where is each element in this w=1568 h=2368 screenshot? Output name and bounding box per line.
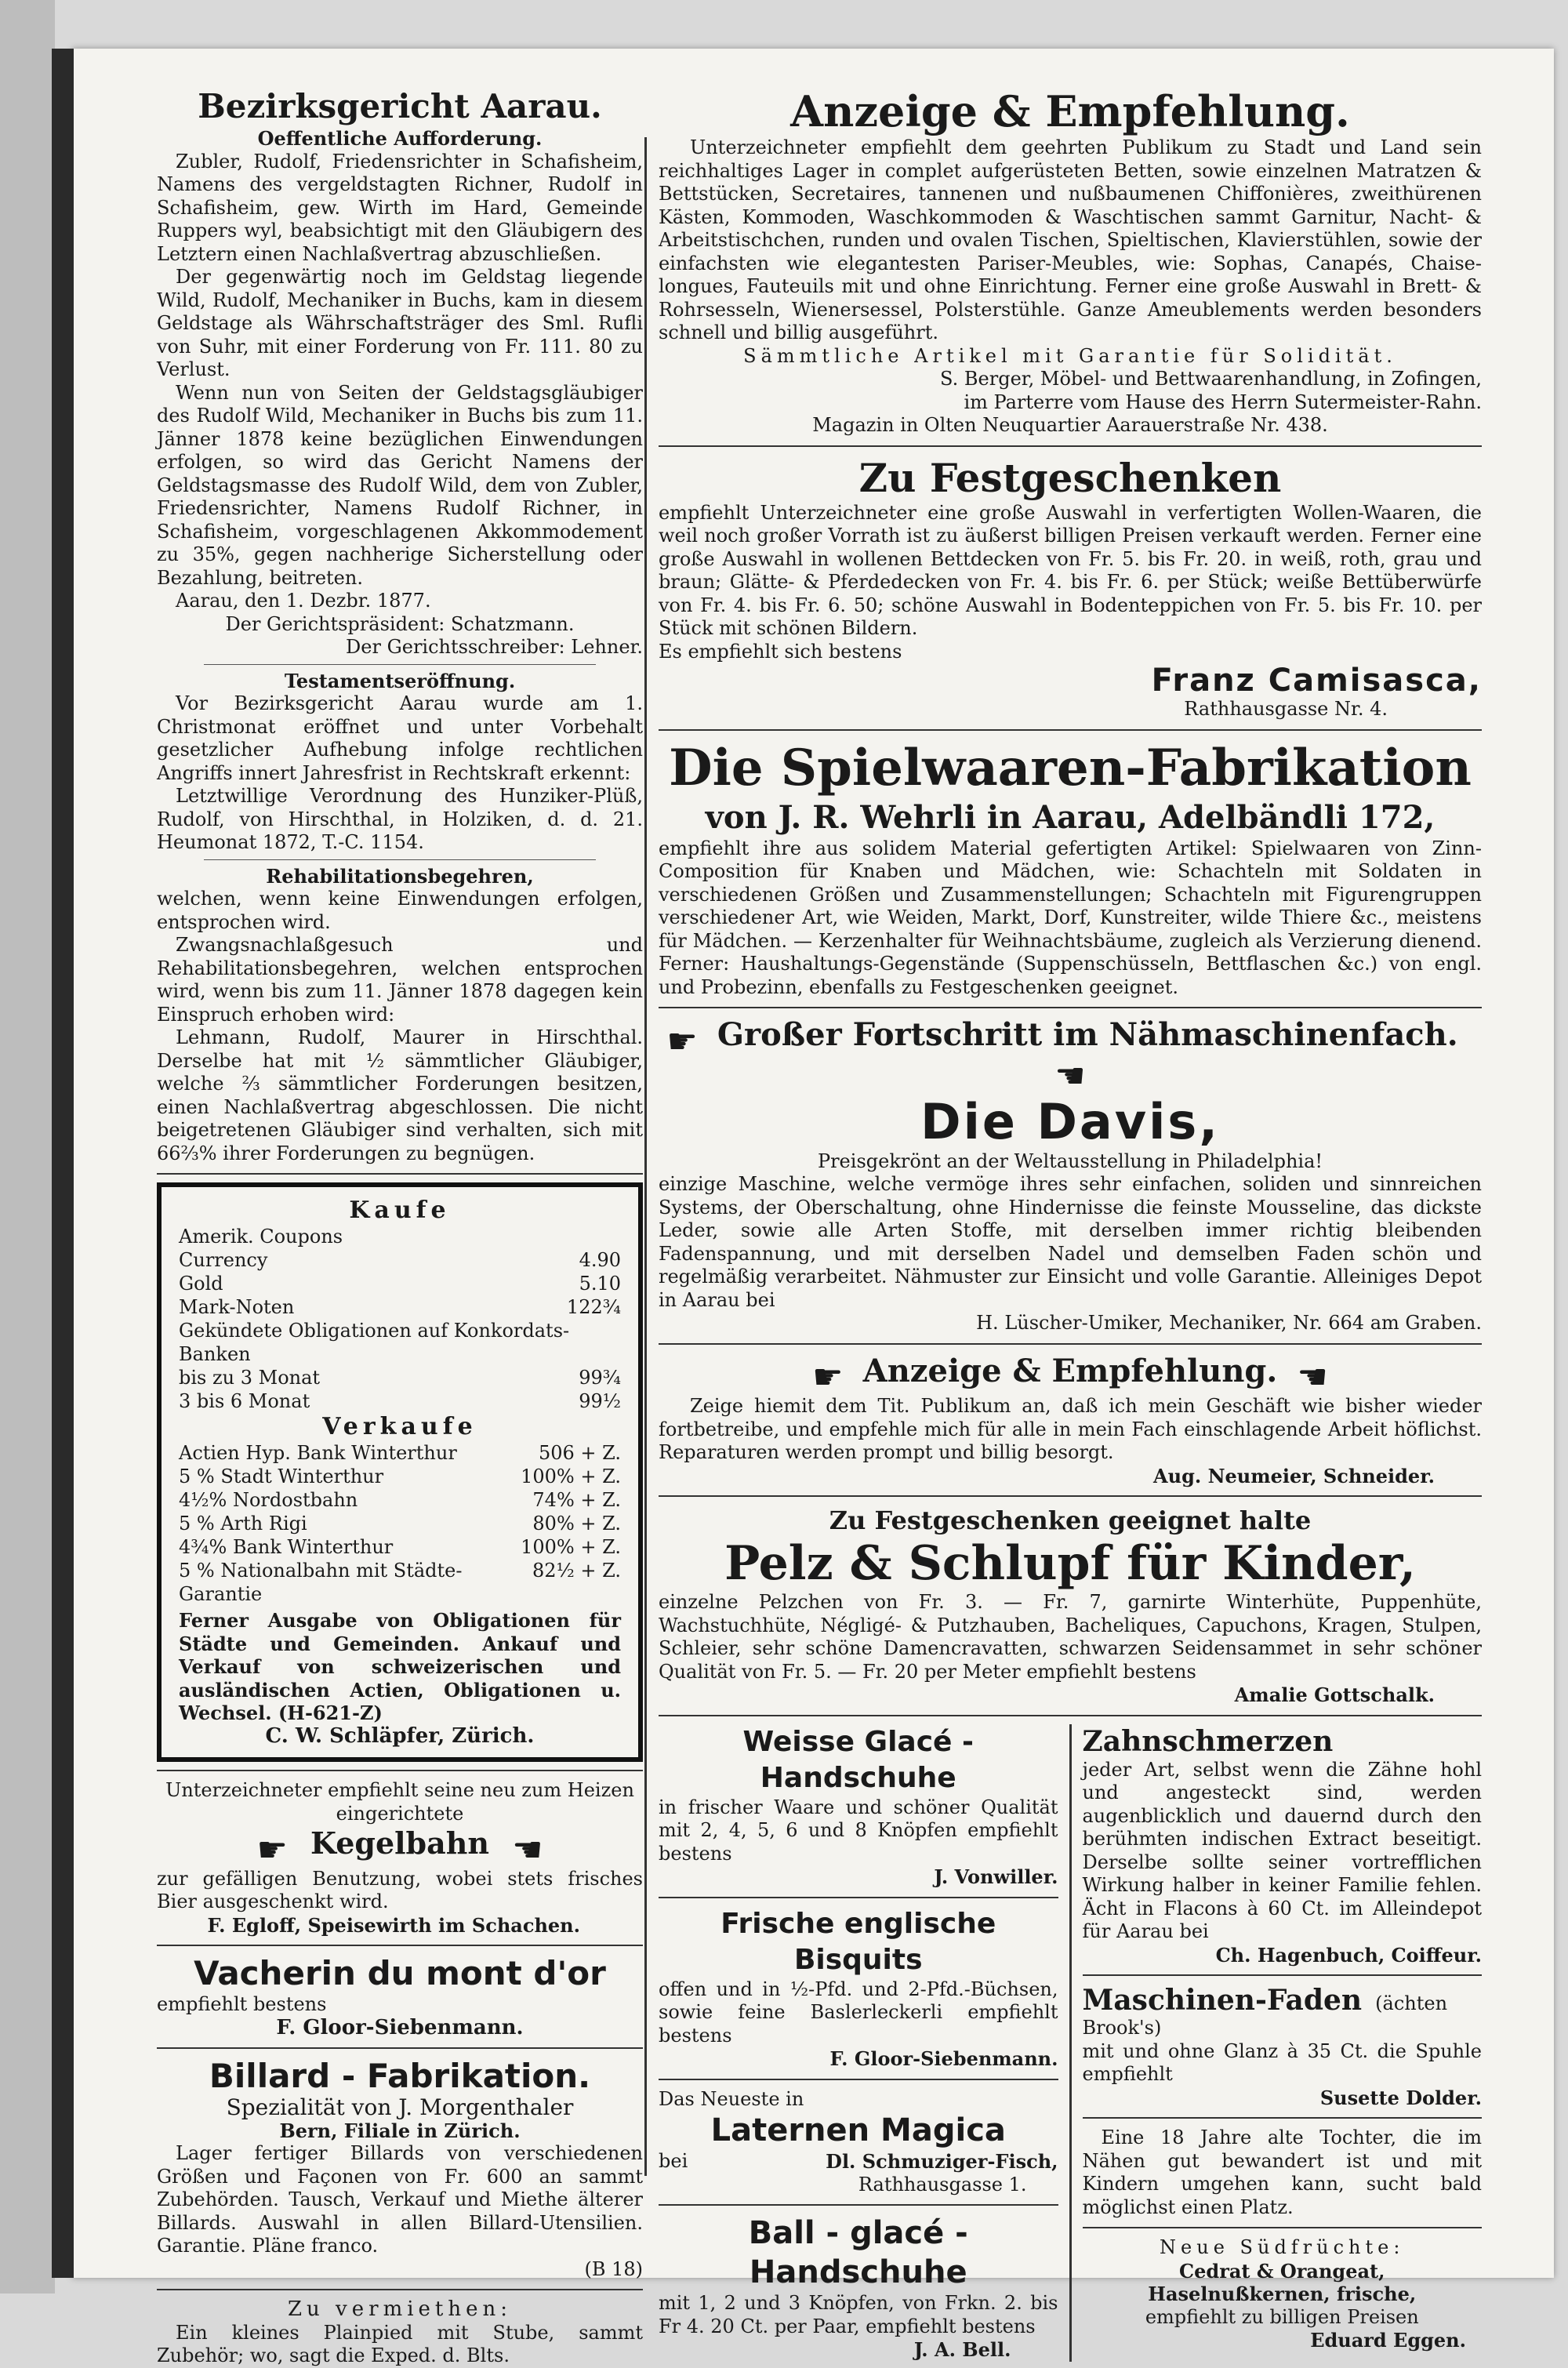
berger-text: Unterzeichneter empfiehlt dem geehrten Publikum zu Stadt und Land sein reichhaltiges Lager in complet aufgerüsteten Betten, sowie einzelnen Matratzen & Bettstücken, Secretaires, tannenen und nußbaumenen Chiffonières, zweithürenen Kästen, Kommoden, Waschkommoden & Waschtischen sammt Garnitur, Nacht- & Arbeitstischchen, runden und ovalen Tischen, Spieltischen, Klavierstühlen, sowie der einfachsten wie elegantesten Pariser-Meubles, wie: Sophas, Canapés, Chaise-longues, Fauteuils mit und ohne Einrichtung. Ferner eine große Auswahl in Brett- & Rohrsesseln, Wienersessel, Polsterstühle. Ganze Ameublements werden besonders schnell und billig ausgeführt. xyxy=(659,136,1482,343)
bisquits-text: offen und in ½-Pfd. und 2-Pfd.-Büchsen, sowie feine Baslerleckerli empfiehlt bestens xyxy=(659,1978,1058,2047)
exchange-firm: C. W. Schläpfer, Zürich. xyxy=(265,1723,535,1748)
davis-head: Großer Fortschritt im Nähmaschinenfach. xyxy=(717,1016,1458,1053)
pelz-ad xyxy=(659,1505,1482,1707)
divider xyxy=(659,1495,1482,1497)
buy-row xyxy=(179,1225,621,1248)
testament-text-2: Letztwillige Verordnung des Hunziker-Plüß, Rudolf, von Hirschthal, in Holziken, d. d. 21. Heumonat 1872, T.-C. 1154. xyxy=(157,785,643,853)
rent-text: Ein kleines Plainpied mit Stube, sammt Zubehör; wo, sagt die Exped. d. Blts. xyxy=(157,2321,643,2366)
rehab-title: Rehabilitationsbegehren, xyxy=(266,864,534,888)
left-column xyxy=(157,86,643,2368)
neumeier-sign: Aug. Neumeier, Schneider. xyxy=(1153,1464,1435,1487)
sell-label: 5 % Stadt Winterthur xyxy=(179,1465,384,1487)
berger-sign: S. Berger, Möbel- und Bettwaarenhandlung, in Zofingen, xyxy=(940,368,1482,390)
small-ads-right xyxy=(1072,1724,1483,2362)
small-ads-left xyxy=(659,1724,1072,2362)
zahn-sign: Ch. Hagenbuch, Coiffeur. xyxy=(1215,1943,1482,1967)
sell-row xyxy=(179,1512,621,1535)
exchange-footer: Ferner Ausgabe von Obligationen für Städte und Gemeinden. Ankauf und Verkauf von schweizerischen und ausländischen Actien, Obligationen u. Wechsel. (H-621-Z) xyxy=(179,1609,621,1724)
zahn-title: Zahnschmerzen xyxy=(1082,1724,1334,1758)
zwang-text: Zwangsnachlaßgesuch und Rehabilitationsbegehren, welchen entsprochen wird, wenn bis zum 11. Jänner 1878 dagegen kein Einspruch erhoben wird: xyxy=(157,934,643,1026)
buy-value: 99½ xyxy=(579,1390,621,1412)
davis-title: Die Davis, xyxy=(920,1092,1220,1150)
laterna-pre: Das Neueste in xyxy=(659,2087,804,2110)
divider xyxy=(157,2289,643,2290)
divider xyxy=(204,859,596,860)
buy-label: 3 bis 6 Monat xyxy=(179,1390,310,1412)
neumeier-title: Anzeige & Empfehlung. xyxy=(862,1352,1278,1389)
berger-sign-2: im Parterre vom Hause des Herrn Sutermeister-Rahn. xyxy=(964,390,1482,413)
court-title: Bezirksgericht Aarau. xyxy=(198,87,602,125)
small-ads-grid xyxy=(659,1724,1482,2362)
testament-text: Vor Bezirksgericht Aarau wurde am 1. Christmonat eröffnet und unter Vorbehalt gesetzlicher Aufhebung infolge rechtlichen Angriffs innert Jahresfrist in Rechtskraft erkennt: xyxy=(157,692,643,784)
vacherin-text: empfiehlt bestens xyxy=(157,1993,327,2015)
pelz-sign: Amalie Gottschalk. xyxy=(1234,1683,1435,1706)
pelz-text: einzelne Pelzchen von Fr. 3. — Fr. 7, garnirte Winterhüte, Puppenhüte, Wachstuchhüte, Négligé- & Putzhauben, Bacheliques, Capuchons, Kragen, Stulpen, Schleier, sehr schöne Damencravatten, schwarzen Seidensammet in sehr schöner Qualität von Fr. 5. — Fr. 20 per Meter empfiehlt bestens xyxy=(659,1591,1482,1683)
berger-magazine: Magazin in Olten Neuquartier Aarauerstraße Nr. 438. xyxy=(812,414,1328,436)
billard-text: Lager fertiger Billards von verschiedenen Größen und Façonen von Fr. 600 an sammt Zubehörden. Tausch, Verkauf und Miethe älterer Billards. Auswahl in allen Billard-Utensilien. Garantie. Pläne franco. xyxy=(157,2142,643,2257)
divider xyxy=(659,1343,1482,1345)
neumeier-text: Zeige hiemit dem Tit. Publikum an, daß ich mein Geschäft wie bisher wieder fortbetreibe, und empfehle mich für alle in mein Fach einschlagende Arbeit höflichst. Reparaturen werden prompt und billig besorgt. xyxy=(659,1395,1482,1463)
camisasca-ad xyxy=(659,455,1482,721)
ball-text: mit 1, 2 und 3 Knöpfen, von Frkn. 2. bis Fr 4. 20 Ct. per Paar, empfiehlt bestens xyxy=(659,2292,1058,2337)
sell-value: 100% + Z. xyxy=(521,1536,621,1558)
rent-title: Zu vermiethen: xyxy=(287,2297,513,2321)
buy-value xyxy=(612,1319,621,1366)
buy-row xyxy=(179,1389,621,1413)
rent-ad xyxy=(157,2298,643,2368)
pointing-hand-right-icon: ☛ xyxy=(812,1357,844,1397)
billard-sub-2: Bern, Filiale in Zürich. xyxy=(279,2119,521,2142)
davis-sub: Preisgekrönt an der Weltausstellung in Philadelphia! xyxy=(817,1149,1323,1172)
kegel-title: Kegelbahn xyxy=(310,1825,489,1861)
laterna-sign-row xyxy=(659,2150,1058,2174)
faden-paren: (ächten Brook's) xyxy=(1082,1992,1448,2039)
court-signature-president: Der Gerichtspräsident: Schatzmann. xyxy=(225,612,575,635)
buy-value xyxy=(612,1225,621,1248)
buy-title: Kaufe xyxy=(349,1197,451,1224)
davis-text: einzige Maschine, welche vermöge ihres sehr einfachen, soliden und sinnreichen Systems, der Oberschaltung, ohne Hindernisse die feinste Mousseline, das dickste Leder, sowie alle Arten Stoffe, mit derselben immer richtig bleibenden Fadenspannung, und mit derselben Nadel und demselben Faden schön und regelmäßig verarbeitet. Nähmuster zur Einsicht und volle Garantie. Alleiniges Depot in Aarau bei xyxy=(659,1173,1482,1311)
fruechte-line-2: Haselnußkernen, frische, xyxy=(1148,2283,1417,2305)
divider xyxy=(659,2079,1058,2080)
buy-value: 4.90 xyxy=(579,1249,621,1271)
faden-sign: Susette Dolder. xyxy=(1319,2086,1482,2109)
laterna-address: Rathhausgasse 1. xyxy=(858,2173,1027,2195)
glace-title: Weisse Glacé - Handschuhe xyxy=(742,1725,974,1794)
sell-value: 74% + Z. xyxy=(532,1489,621,1511)
billard-title: Billard - Fabrikation. xyxy=(209,2057,591,2095)
laterna-title: Laternen Magica xyxy=(710,2112,1006,2148)
buy-label: Mark-Noten xyxy=(179,1296,295,1318)
buy-label: Gold xyxy=(179,1273,223,1295)
sell-value: 80% + Z. xyxy=(532,1513,621,1534)
sell-label: 4¾% Bank Winterthur xyxy=(179,1536,394,1558)
buy-label: bis zu 3 Monat xyxy=(179,1367,321,1389)
billard-ad xyxy=(157,2057,643,2281)
camisasca-sign: Franz Camisasca, xyxy=(1151,663,1482,699)
camisasca-address: Rathhausgasse Nr. 4. xyxy=(1184,698,1388,720)
divider xyxy=(157,1770,643,1771)
ball-sign: J. A. Bell. xyxy=(913,2338,1011,2361)
buy-row xyxy=(179,1366,621,1389)
divider xyxy=(157,2047,643,2049)
sell-row xyxy=(179,1441,621,1465)
fruechte-title: Neue Südfrüchte: xyxy=(1160,2236,1405,2258)
fruechte-sign: Eduard Eggen. xyxy=(1310,2329,1466,2352)
buy-value: 99¾ xyxy=(579,1367,621,1389)
buy-list xyxy=(179,1225,621,1413)
divider xyxy=(204,664,596,665)
sell-row xyxy=(179,1535,621,1559)
court-notice xyxy=(157,86,643,1165)
sell-title: Verkaufe xyxy=(322,1413,477,1440)
testament-title: Testamentseröffnung. xyxy=(284,669,516,692)
berger-guarantee: Sämmtliche Artikel mit Garantie für Solidität. xyxy=(743,344,1397,367)
wehrli-text: empfiehlt ihre aus solidem Material gefertigten Artikel: Spielwaaren von Zinn-Composition für Knaben und Mädchen, wie: Schachteln mit Soldaten in verschiedenen Größen und Zusammenstellungen; Schachteln mit Figurengruppen verschiedener Art, wie Weiden, Markt, Dorf, Kunstreiter, wilde Thiere &c., meistens für Mädchen. — Kerzenhalter für Weihnachtsbäume, zugleich als Verzierung dienend. Ferner: Haushaltungs-Gegenstände (Suppenschüsseln, Bettflaschen &c.) von engl. und Probezinn, ebenfalls zu Festgeschenken geeignet. xyxy=(659,837,1482,998)
right-column xyxy=(659,86,1482,2362)
court-signature-clerk: Der Gerichtsschreiber: Lehner. xyxy=(346,636,643,658)
zahn-text: jeder Art, selbst wenn die Zähne hohl und angesteckt sind, werden augenblicklich und dauernd durch den berühmten indischen Extract beseitigt. Derselbe sollte seiner vortrefflichen Wirkung halber in keiner Familie fehlen. Ächt in Flacons à 60 Ct. im Alleindepot für Aarau bei xyxy=(1082,1758,1482,1942)
pointing-hand-right-icon: ☛ xyxy=(256,1829,288,1870)
berger-title: Anzeige & Empfehlung. xyxy=(790,86,1350,136)
divider xyxy=(659,1715,1482,1716)
buy-value: 5.10 xyxy=(579,1273,621,1295)
buy-row xyxy=(179,1248,621,1272)
sell-label: Actien Hyp. Bank Winterthur xyxy=(179,1442,457,1464)
bisquits-sign: F. Gloor-Siebenmann. xyxy=(829,2047,1058,2070)
camisasca-text: empfiehlt Unterzeichneter eine große Auswahl in verfertigten Wollen-Waaren, die weil noch großer Vorrath ist zu äußerst billigen Preisen verkauft werden. Ferner eine große Auswahl in wollenen Bettdecken von Fr. 5. bis Fr. 20. in weiß, roth, grau und braun; Glätte- & Pferdedecken von Fr. 4. bis Fr. 6. per Stück; weiße Bettüberwürfe von Fr. 4. bis Fr. 6. 50; schöne Auswahl in Bodenteppichen von Fr. 5. bis Fr. 10. per Stück mit schönen Bildern. xyxy=(659,501,1482,639)
glace-text: in frischer Waare und schöner Qualität mit 2, 4, 5, 6 und 8 Knöpfen empfiehlt bestens xyxy=(659,1796,1058,1865)
berger-ad xyxy=(659,86,1482,438)
fruechte-line-1: Cedrat & Orangeat, xyxy=(1179,2259,1385,2283)
davis-sign: H. Lüscher-Umiker, Mechaniker, Nr. 664 am Graben. xyxy=(976,1312,1482,1334)
buy-row xyxy=(179,1272,621,1295)
buy-row xyxy=(179,1295,621,1319)
bisquits-title: Frische englische Bisquits xyxy=(720,1907,996,1976)
court-subtitle: Oeffentliche Aufforderung. xyxy=(257,127,543,150)
divider xyxy=(1083,1974,1483,1976)
buy-label: Amerik. Coupons xyxy=(179,1226,343,1248)
sell-row xyxy=(179,1465,621,1488)
court-para-2: Der gegenwärtig noch im Geldstag liegende Wild, Rudolf, Mechaniker in Buchs, kam in diesem Geldstage als Währschaftsträger des Sml. Rufli von Suhr, mit einer Forderung von Fr. 111. 80 zu Verlust. xyxy=(157,266,643,380)
neumeier-ad xyxy=(659,1353,1482,1488)
sell-row xyxy=(179,1559,621,1606)
court-para-3: Wenn nun von Seiten der Geldstagsgläubiger des Rudolf Wild, Mechaniker in Buchs bis zum 11. Jänner 1878 keine bezüglichen Einwendungen erfolgen, so wird das Gericht Namens der Geldstagsmasse des Rudolf Wild, dem von Zubler, Friedensrichter, Namens Rudolf Richner, in Schafisheim, vorgeschlagenen Akkommodement zu 35%, gegen nachherige Sicherstellung oder Bezahlung, beitreten. xyxy=(157,381,643,589)
sell-list xyxy=(179,1441,621,1606)
pointing-hand-left-icon: ☚ xyxy=(1054,1055,1086,1096)
scan-background xyxy=(0,0,55,2294)
kegel-sign: F. Egloff, Speisewirth im Schachen. xyxy=(207,1913,580,1937)
pointing-hand-left-icon: ☚ xyxy=(512,1829,543,1870)
sell-label: 5 % Nationalbahn mit Städte-Garantie xyxy=(179,1560,463,1605)
divider xyxy=(1083,2227,1483,2228)
wehrli-sub: von J. R. Wehrli in Aarau, Adelbändli 172, xyxy=(705,798,1436,836)
sell-value: 506 + Z. xyxy=(538,1442,621,1464)
column-divider xyxy=(644,137,647,2176)
ball-title: Ball - glacé - Handschuhe xyxy=(748,2215,968,2290)
divider xyxy=(659,445,1482,447)
pelz-head: Zu Festgeschenken geeignet halte xyxy=(829,1505,1312,1535)
exchange-box xyxy=(157,1182,643,1762)
divider xyxy=(659,729,1482,731)
wehrli-title: Die Spielwaaren-Fabrikation xyxy=(669,738,1472,797)
divider xyxy=(659,1897,1058,1898)
buy-row xyxy=(179,1319,621,1366)
camisasca-title: Zu Festgeschenken xyxy=(858,454,1282,501)
page-binding-edge xyxy=(52,49,74,2278)
billard-code: (B 18) xyxy=(584,2257,643,2280)
zwang-text-2: Lehmann, Rudolf, Maurer in Hirschthal. Derselbe hat mit ½ sämmtlicher Gläubiger, welche ⅔ sämmtlicher Forderungen besitzen, einen Nachlaßvertrag abgeschlossen. Die nicht beigetretenen Gläubiger sind verhalten, sich mit 66⅔% ihrer Forderungen zu begnügen. xyxy=(157,1026,643,1164)
court-para-1: Zubler, Rudolf, Friedensrichter in Schafisheim, Namens des vergeldstagten Richner, Rudolf in Schafisheim, gew. Wirth im Hard, Gemeinde Ruppers wyl, beabsichtigt mit den Gläubigern des Letztern einen Nachlaßvertrag abzuschließen. xyxy=(157,150,643,265)
billard-sub: Spezialität von J. Morgenthaler xyxy=(226,2094,574,2120)
divider xyxy=(659,2204,1058,2206)
sell-value: 82½ + Z. xyxy=(532,1560,621,1582)
kegel-intro: Unterzeichneter empfiehlt seine neu zum Heizen eingerichtete xyxy=(165,1779,634,1825)
buy-label: Gekündete Obligationen auf Konkordats-Banken xyxy=(179,1320,570,1365)
divider xyxy=(157,1945,643,1946)
camisasca-closing: Es empfiehlt sich bestens xyxy=(659,640,902,663)
sell-row xyxy=(179,1488,621,1512)
laterna-bei: bei xyxy=(659,2150,688,2172)
tochter-text: Eine 18 Jahre alte Tochter, die im Nähen gut bewandert ist und mit Kindern umgehen kann, sucht bald möglichst einen Platz. xyxy=(1082,2126,1482,2218)
glace-sign: J. Vonwiller. xyxy=(934,1865,1058,1888)
vacherin-ad xyxy=(157,1954,643,2039)
pointing-hand-right-icon: ☛ xyxy=(666,1021,698,1062)
davis-ad xyxy=(659,1016,1482,1335)
buy-value: 122¾ xyxy=(566,1296,621,1318)
faden-text: mit und ohne Glanz à 35 Ct. die Spuhle empfiehlt xyxy=(1082,2039,1482,2085)
divider xyxy=(659,1007,1482,1008)
faden-title: Maschinen-Faden xyxy=(1082,1984,1363,2017)
kegel-ad xyxy=(157,1779,643,1937)
pelz-title: Pelz & Schlupf für Kinder, xyxy=(724,1536,1416,1591)
divider xyxy=(157,1173,643,1175)
kegel-text: zur gefälligen Benutzung, wobei stets frisches Bier ausgeschenkt wird. xyxy=(157,1867,643,1912)
vacherin-title: Vacherin du mont d'or xyxy=(194,1954,606,1992)
sell-label: 4½% Nordostbahn xyxy=(179,1489,358,1511)
laterna-sign: Dl. Schmuziger-Fisch, xyxy=(826,2150,1058,2173)
court-date: Aarau, den 1. Dezbr. 1877. xyxy=(176,590,431,612)
buy-label: Currency xyxy=(179,1249,268,1271)
wehrli-ad xyxy=(659,739,1482,1000)
fruechte-line-3: empfiehlt zu billigen Preisen xyxy=(1145,2305,1419,2328)
sell-value: 100% + Z. xyxy=(521,1465,621,1487)
sell-label: 5 % Arth Rigi xyxy=(179,1513,307,1534)
pointing-hand-left-icon: ☚ xyxy=(1297,1357,1328,1397)
vacherin-sign: F. Gloor-Siebenmann. xyxy=(276,2015,524,2039)
rehab-text: welchen, wenn keine Einwendungen erfolgen, entsprochen wird. xyxy=(157,888,643,933)
divider xyxy=(1083,2117,1483,2119)
